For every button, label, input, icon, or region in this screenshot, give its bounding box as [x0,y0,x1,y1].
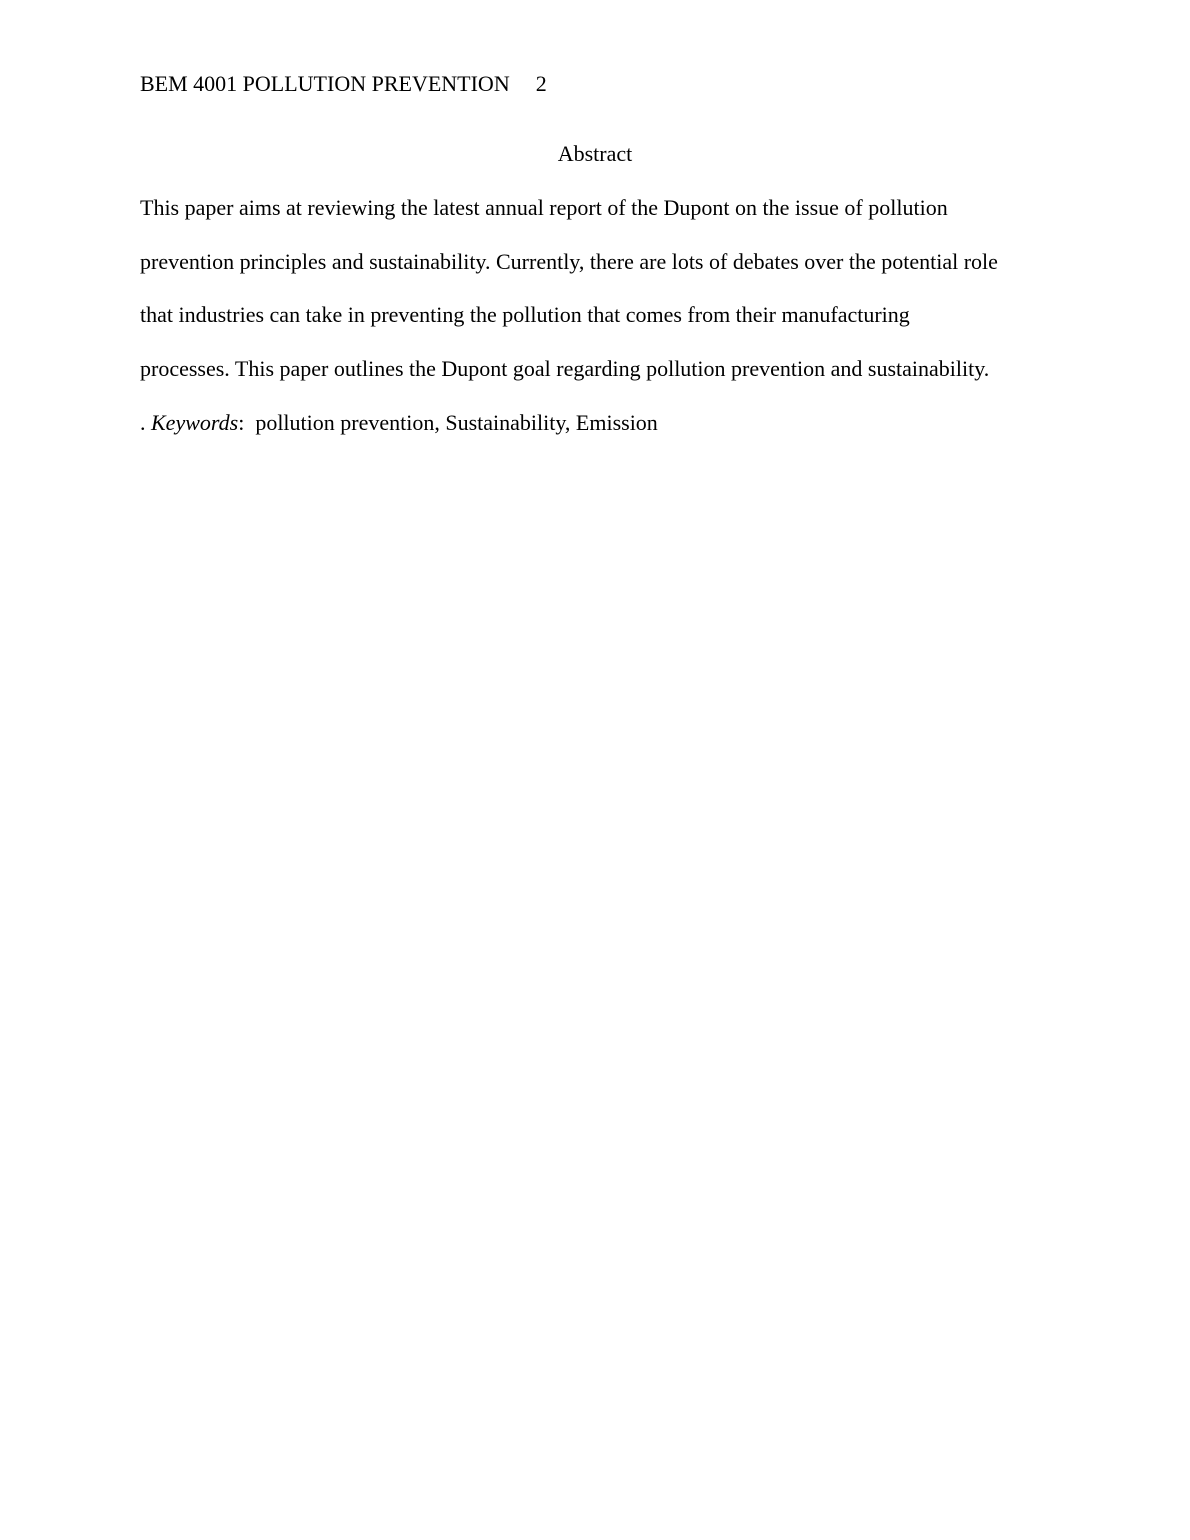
abstract-line: This paper aims at reviewing the latest annual report of the Dupont on the issue of pollution [140,195,948,220]
keywords-label: Keywords [151,410,239,435]
running-head [140,69,547,99]
page-number: 2 [535,71,547,96]
abstract-line: prevention principles and sustainability. Currently, there are lots of debates over the potential role [140,248,998,274]
abstract-line: that industries can take in preventing the pollution that comes from their manufacturing [140,302,910,328]
abstract-body [140,193,1060,408]
keywords-line [140,408,658,438]
keywords-prefix: . [140,410,151,435]
running-head-title: BEM 4001 POLLUTION PREVENTION [140,71,510,96]
abstract-line: processes. This paper outlines the Dupont goal regarding pollution prevention and sustainability. [140,356,990,382]
keywords-separator: : [238,410,256,435]
abstract-heading: Abstract [557,141,633,166]
keywords-text: pollution prevention, Sustainability, Emission [255,410,658,435]
